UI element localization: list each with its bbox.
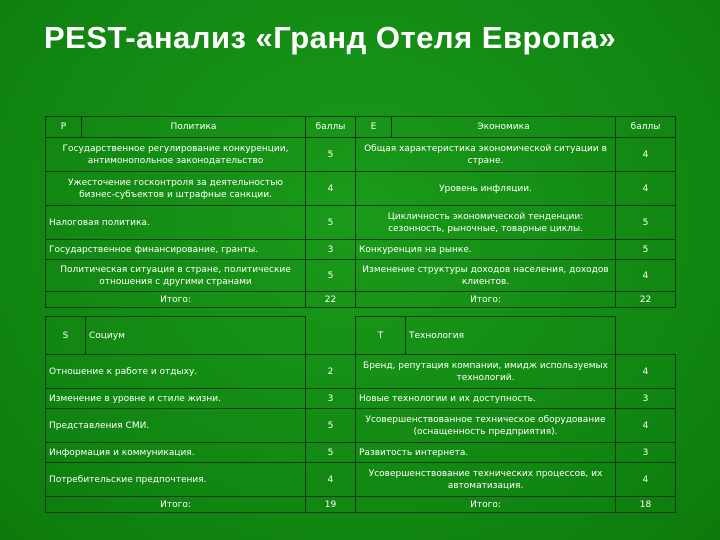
political-factor: Налоговая политика. [46, 206, 306, 240]
economic-score: 4 [616, 260, 676, 292]
tech-header: Технология [406, 317, 616, 355]
tech-score: 3 [616, 443, 676, 463]
total-row [46, 497, 676, 513]
social-total: 19 [306, 497, 356, 513]
political-score: 5 [306, 206, 356, 240]
table-row [46, 138, 676, 172]
table-header-row [46, 117, 676, 138]
economic-score: 4 [616, 172, 676, 206]
table-row [46, 409, 676, 443]
tech-score: 4 [616, 409, 676, 443]
pest-table-social-technological [45, 316, 676, 513]
economic-score: 5 [616, 206, 676, 240]
political-factor: Ужесточение госконтроля за деятельностью бизнес-субъектов и штрафные санкции. [46, 172, 306, 206]
social-score: 5 [306, 443, 356, 463]
table-header-row [46, 317, 676, 355]
social-factor: Изменение в уровне и стиле жизни. [46, 389, 306, 409]
table-row [46, 260, 676, 292]
header-spacer [306, 317, 356, 355]
social-score: 2 [306, 355, 356, 389]
table-row [46, 389, 676, 409]
economic-factor: Общая характеристика экономической ситуации в стране. [356, 138, 616, 172]
tech-total: 18 [616, 497, 676, 513]
political-factor: Государственное финансирование, гранты. [46, 240, 306, 260]
tech-factor: Новые технологии и их доступность. [356, 389, 616, 409]
social-header: Социум [86, 317, 306, 355]
economic-code: E [356, 117, 392, 138]
economic-total: 22 [616, 292, 676, 308]
page-title: PEST-анализ «Гранд Отеля Европа» [44, 20, 617, 55]
tech-total-label: Итого: [356, 497, 616, 513]
economic-factor: Цикличность экономической тенденции: сезонность, рыночные, товарные циклы. [356, 206, 616, 240]
economic-score: 4 [616, 138, 676, 172]
political-score-header: баллы [306, 117, 356, 138]
social-score: 4 [306, 463, 356, 497]
social-factor: Представления СМИ. [46, 409, 306, 443]
tech-score: 4 [616, 355, 676, 389]
tech-factor: Усовершенствованное техническое оборудование (оснащенность предприятия). [356, 409, 616, 443]
social-total-label: Итого: [46, 497, 306, 513]
total-row [46, 292, 676, 308]
social-factor: Потребительские предпочтения. [46, 463, 306, 497]
table-row [46, 240, 676, 260]
political-factor: Государственное регулирование конкуренции, антимонопольное законодательство [46, 138, 306, 172]
social-score: 5 [306, 409, 356, 443]
political-total-label: Итого: [46, 292, 306, 308]
table-row [46, 463, 676, 497]
tech-score: 3 [616, 389, 676, 409]
header-spacer [616, 317, 676, 355]
economic-score-header: баллы [616, 117, 676, 138]
social-code: S [46, 317, 86, 355]
social-score: 3 [306, 389, 356, 409]
social-factor: Информация и коммуникация. [46, 443, 306, 463]
pest-table-political-economic [45, 116, 676, 308]
economic-factor: Конкуренция на рынке. [356, 240, 616, 260]
tech-factor: Развитость интернета. [356, 443, 616, 463]
table-row [46, 172, 676, 206]
economic-factor: Изменение структуры доходов населения, доходов клиентов. [356, 260, 616, 292]
economic-factor: Уровень инфляции. [356, 172, 616, 206]
political-header: Политика [82, 117, 306, 138]
economic-total-label: Итого: [356, 292, 616, 308]
political-score: 3 [306, 240, 356, 260]
table-row [46, 355, 676, 389]
political-score: 5 [306, 138, 356, 172]
political-score: 4 [306, 172, 356, 206]
political-total: 22 [306, 292, 356, 308]
economic-score: 5 [616, 240, 676, 260]
tech-factor: Усовершенствование технических процессов, их автоматизация. [356, 463, 616, 497]
political-code: P [46, 117, 82, 138]
tech-code: T [356, 317, 406, 355]
table-row [46, 443, 676, 463]
economic-header: Экономика [392, 117, 616, 138]
political-factor: Политическая ситуация в стране, политические отношения с другими странами [46, 260, 306, 292]
tech-factor: Бренд, репутация компании, имидж используемых технологий. [356, 355, 616, 389]
political-score: 5 [306, 260, 356, 292]
social-factor: Отношение к работе и отдыху. [46, 355, 306, 389]
table-row [46, 206, 676, 240]
tech-score: 4 [616, 463, 676, 497]
